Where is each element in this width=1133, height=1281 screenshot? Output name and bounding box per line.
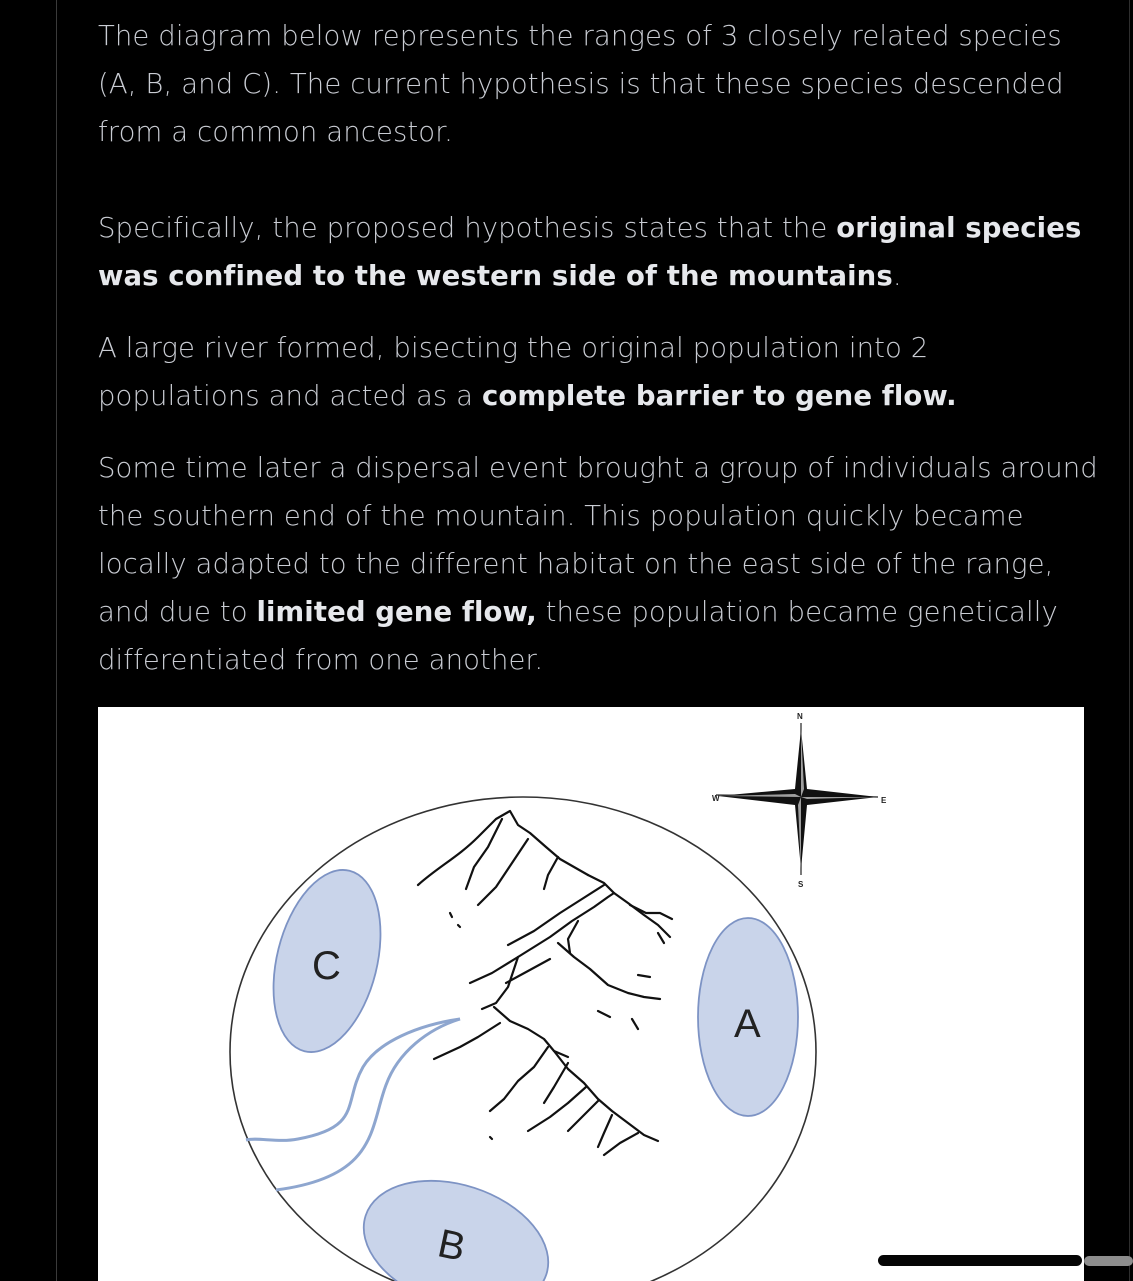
horizontal-scrollbar-track[interactable] [1084, 1256, 1133, 1266]
river-emphasis: complete barrier to gene flow. [481, 380, 957, 412]
dispersal-paragraph [98, 444, 1098, 684]
river-paragraph [98, 324, 1098, 420]
compass-rose[interactable] [712, 712, 887, 889]
label-b: B [433, 1221, 470, 1270]
compass-south-label: S [798, 880, 804, 889]
hypothesis-emphasis: original species was confined to the western side of the mountains [98, 212, 1082, 292]
river-upper [246, 1019, 460, 1140]
label-c: C [312, 944, 341, 988]
compass-north-label: N [797, 712, 803, 721]
species-range-diagram [98, 707, 1084, 1281]
compass-star [718, 729, 878, 869]
left-border-line [56, 0, 57, 1281]
mountain-range [418, 811, 672, 1155]
dispersal-text: Some time later a dispersal event brought a group of individuals around the southern end of the mountain. This population quickly became locally adapted to the different habitat on the east side of the range, and due to [98, 452, 1098, 628]
hypothesis-paragraph [98, 204, 1098, 300]
diagram-canvas [98, 707, 1084, 1281]
dispersal-text-end: these population became genetically differentiated from one another. [98, 596, 1058, 676]
question-text [98, 12, 1098, 684]
hypothesis-text: Specifically, the proposed hypothesis states that the [98, 212, 837, 244]
dispersal-emphasis: limited gene flow, [256, 596, 537, 628]
label-a: A [734, 1002, 761, 1046]
compass-east-label: E [881, 796, 887, 805]
river-text: A large river formed, bisecting the original population into 2 populations and acted as a [98, 332, 929, 412]
compass-west-label: W [712, 794, 720, 803]
intro-paragraph: The diagram below represents the ranges of 3 closely related species (A, B, and C). The current hypothesis is that these species descended from a common ancestor. [98, 20, 1064, 148]
right-border-line [1129, 0, 1130, 1281]
horizontal-scrollbar-thumb[interactable] [878, 1255, 1082, 1266]
hypothesis-text-end: . [892, 260, 902, 292]
